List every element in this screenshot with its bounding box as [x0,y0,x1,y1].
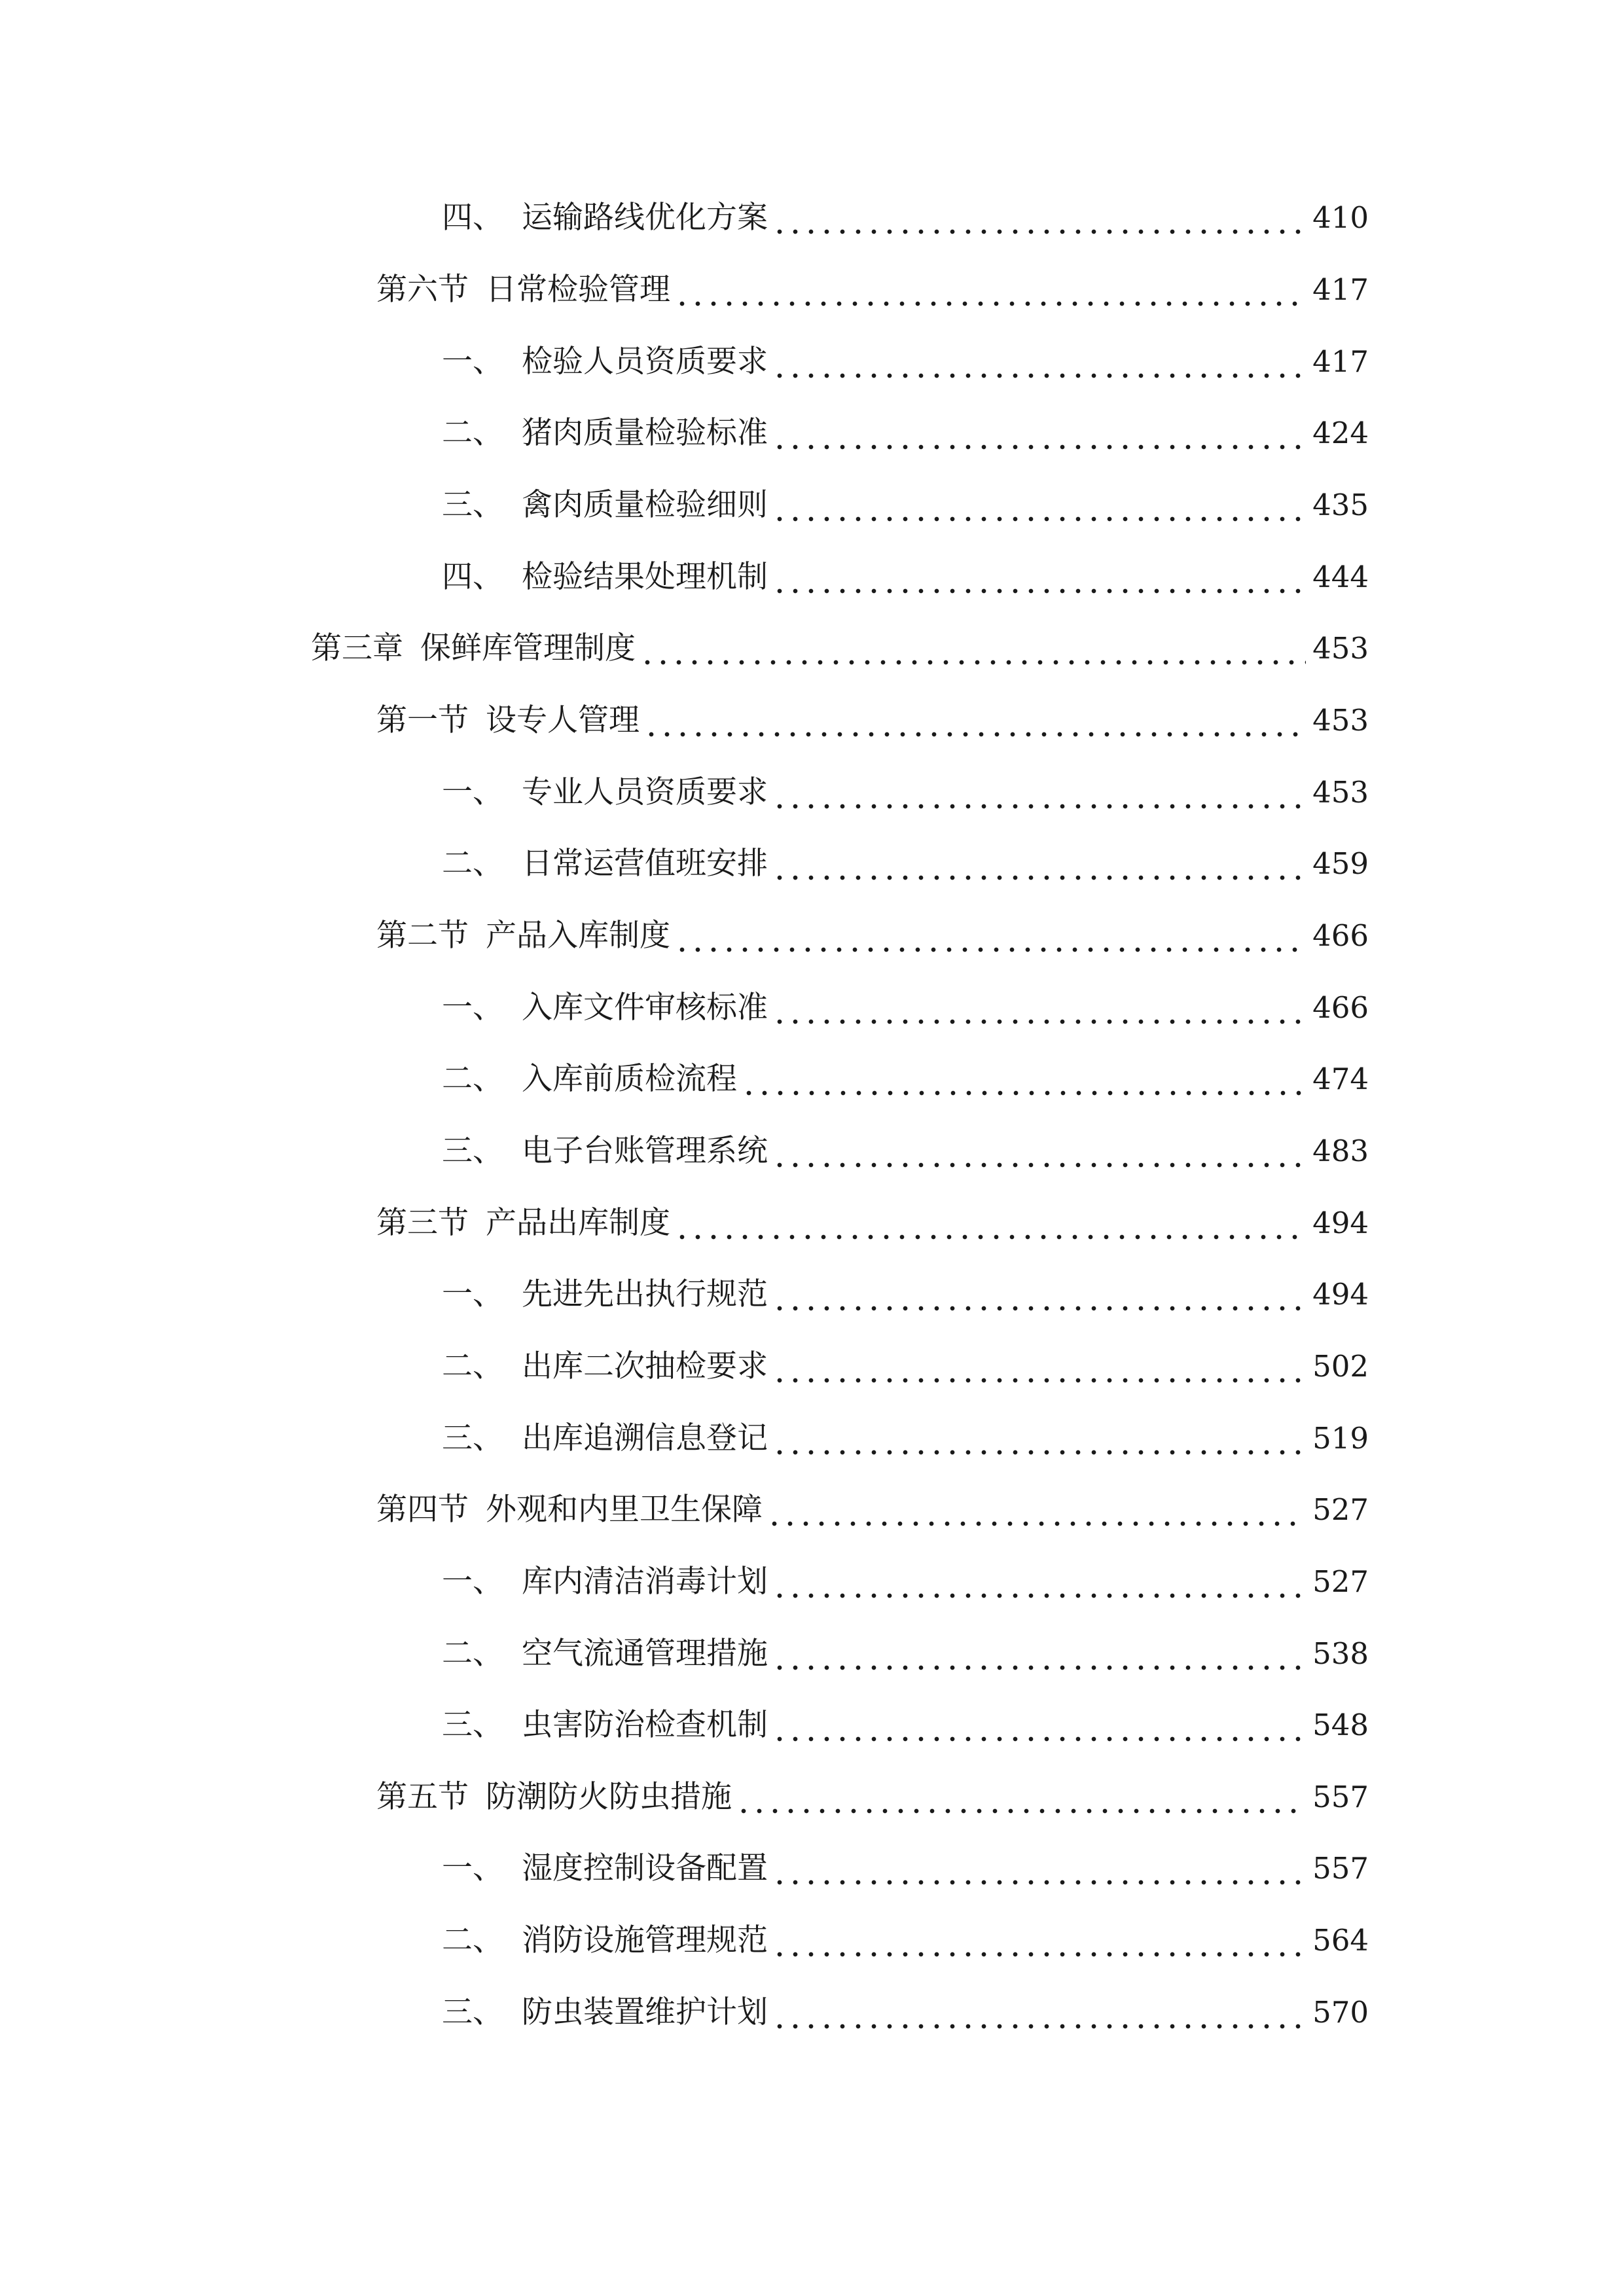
toc-entry[interactable] [442,479,1369,531]
toc-entry-page: 417 [1312,344,1369,379]
toc-entry-title: 检验结果处理机制 [522,559,768,595]
toc-entry-title: 检验人员资质要求 [522,344,768,380]
toc-entry[interactable] [376,1197,1369,1249]
toc-entry[interactable] [376,264,1369,316]
toc-entry-number: 一、 [442,344,503,380]
toc-entry-page: 466 [1312,918,1369,953]
toc-entry-title: 防虫装置维护计划 [522,1994,768,2030]
toc-entry-page: 570 [1312,1995,1369,2030]
toc-entry[interactable] [442,982,1369,1034]
toc-entry-page: 538 [1312,1636,1369,1671]
toc-entry-page: 444 [1312,560,1369,594]
toc-entry-title: 运输路线优化方案 [522,200,768,236]
dot-leader [772,1556,1306,1608]
toc-entry-page: 453 [1312,775,1369,810]
toc-entry-number: 三、 [442,1133,503,1169]
toc-entry-title: 设专人管理 [486,702,640,738]
toc-entry-title: 空气流通管理措施 [522,1636,768,1672]
toc-entry-number: 第三节 [376,1205,469,1241]
toc-entry-number: 三、 [442,1707,503,1743]
toc-entry[interactable] [442,551,1369,603]
dot-leader [767,1484,1306,1536]
dot-leader [736,1771,1306,1823]
toc-entry-number: 第六节 [376,272,469,308]
dot-leader [772,192,1306,244]
dot-leader [772,1842,1306,1895]
toc-entry-number: 一、 [442,1276,503,1312]
toc-entry-title: 外观和内里卫生保障 [486,1492,763,1528]
toc-entry[interactable] [311,622,1369,675]
toc-entry-number: 三、 [442,487,503,523]
toc-entry-page: 483 [1312,1134,1369,1168]
toc-entry-title: 入库文件审核标准 [522,990,768,1026]
toc-entry-title: 猪肉质量检验标准 [522,415,768,451]
dot-leader [772,336,1306,388]
toc-entry[interactable] [376,694,1369,747]
toc-entry[interactable] [442,192,1369,244]
dot-leader [674,910,1306,962]
toc-entry-number: 三、 [442,1994,503,2030]
dot-leader [772,1628,1306,1680]
dot-leader [674,1197,1306,1249]
toc-entry-number: 第二节 [376,918,469,954]
toc-entry[interactable] [442,1986,1369,2039]
toc-entry-title: 日常检验管理 [486,272,670,308]
toc-entry[interactable] [442,1340,1369,1393]
toc-entry[interactable] [442,1699,1369,1751]
toc-entry-page: 548 [1312,1708,1369,1742]
toc-entry[interactable] [376,910,1369,962]
toc-entry[interactable] [442,407,1369,459]
toc-entry-title: 产品出库制度 [486,1205,670,1241]
toc-entry-title: 禽肉质量检验细则 [522,487,768,523]
toc-entry-page: 459 [1312,846,1369,881]
toc-entry-title: 防潮防火防虫措施 [486,1779,732,1815]
toc-entry-title: 库内清洁消毒计划 [522,1564,768,1600]
toc-entry[interactable] [442,1556,1369,1608]
toc-entry-number: 二、 [442,846,503,882]
toc-entry-title: 出库二次抽检要求 [522,1348,768,1384]
toc-entry-page: 466 [1312,990,1369,1025]
toc-entry-page: 494 [1312,1277,1369,1312]
toc-entry[interactable] [442,1125,1369,1177]
toc-entry[interactable] [442,1053,1369,1105]
dot-leader [741,1053,1306,1105]
toc-entry-page: 410 [1312,200,1369,235]
toc-entry-page: 424 [1312,416,1369,450]
toc-entry-title: 先进先出执行规范 [522,1276,768,1312]
toc-entry-page: 417 [1312,272,1369,307]
toc-entry-page: 453 [1312,703,1369,738]
toc-entry[interactable] [442,1268,1369,1321]
toc-entry[interactable] [442,1914,1369,1967]
dot-leader [772,982,1306,1034]
toc-entry-page: 527 [1312,1564,1369,1599]
toc-entry-number: 二、 [442,1348,503,1384]
toc-entry-number: 三、 [442,1420,503,1456]
toc-entry-title: 消防设施管理规范 [522,1922,768,1958]
toc-entry[interactable] [376,1484,1369,1536]
toc-entry-title: 电子台账管理系统 [522,1133,768,1169]
toc-entry[interactable] [442,1628,1369,1680]
toc-entry-number: 第四节 [376,1492,469,1528]
toc-entry-page: 557 [1312,1780,1369,1814]
toc-entry-number: 一、 [442,1850,503,1886]
toc-entry-number: 第一节 [376,702,469,738]
dot-leader [643,694,1306,747]
toc-entry[interactable] [442,838,1369,890]
dot-leader [772,551,1306,603]
toc-entry-title: 日常运营值班安排 [522,846,768,882]
toc-entry-number: 二、 [442,1061,503,1097]
dot-leader [772,766,1306,819]
dot-leader [772,1340,1306,1393]
toc-entry-number: 四、 [442,559,503,595]
toc-entry-page: 453 [1312,631,1369,666]
dot-leader [772,479,1306,531]
toc-entry[interactable] [442,1842,1369,1895]
dot-leader [772,1914,1306,1967]
dot-leader [772,1268,1306,1321]
toc-entry-number: 二、 [442,415,503,451]
toc-entry-number: 一、 [442,774,503,810]
toc-entry[interactable] [442,336,1369,388]
toc-entry[interactable] [442,1412,1369,1465]
dot-leader [772,838,1306,890]
toc-entry-page: 474 [1312,1062,1369,1096]
toc-entry-title: 湿度控制设备配置 [522,1850,768,1886]
toc-entry-title: 产品入库制度 [486,918,670,954]
toc-entry[interactable] [376,1771,1369,1823]
toc-entry[interactable] [442,766,1369,819]
toc-entry-title: 入库前质检流程 [522,1061,737,1097]
toc-entry-number: 四、 [442,200,503,236]
toc-entry-number: 第三章 [311,630,403,666]
toc-entry-number: 第五节 [376,1779,469,1815]
toc-entry-title: 出库追溯信息登记 [522,1420,768,1456]
toc-entry-page: 557 [1312,1851,1369,1886]
dot-leader [772,1412,1306,1465]
dot-leader [772,1699,1306,1751]
toc-entry-title: 虫害防治检查机制 [522,1707,768,1743]
toc-entry-title: 专业人员资质要求 [522,774,768,810]
toc-entry-number: 二、 [442,1636,503,1672]
dot-leader [772,1986,1306,2039]
toc-entry-title: 保鲜库管理制度 [420,630,636,666]
toc-entry-page: 564 [1312,1923,1369,1958]
dot-leader [640,622,1306,675]
dot-leader [674,264,1306,316]
toc-entry-page: 435 [1312,488,1369,522]
toc-entry-number: 一、 [442,1564,503,1600]
toc-entry-page: 519 [1312,1421,1369,1456]
toc-entry-page: 494 [1312,1206,1369,1240]
toc-entry-number: 二、 [442,1922,503,1958]
toc-entry-page: 502 [1312,1349,1369,1384]
toc-entry-page: 527 [1312,1492,1369,1527]
dot-leader [772,1125,1306,1177]
toc-entry-number: 一、 [442,990,503,1026]
dot-leader [772,407,1306,459]
